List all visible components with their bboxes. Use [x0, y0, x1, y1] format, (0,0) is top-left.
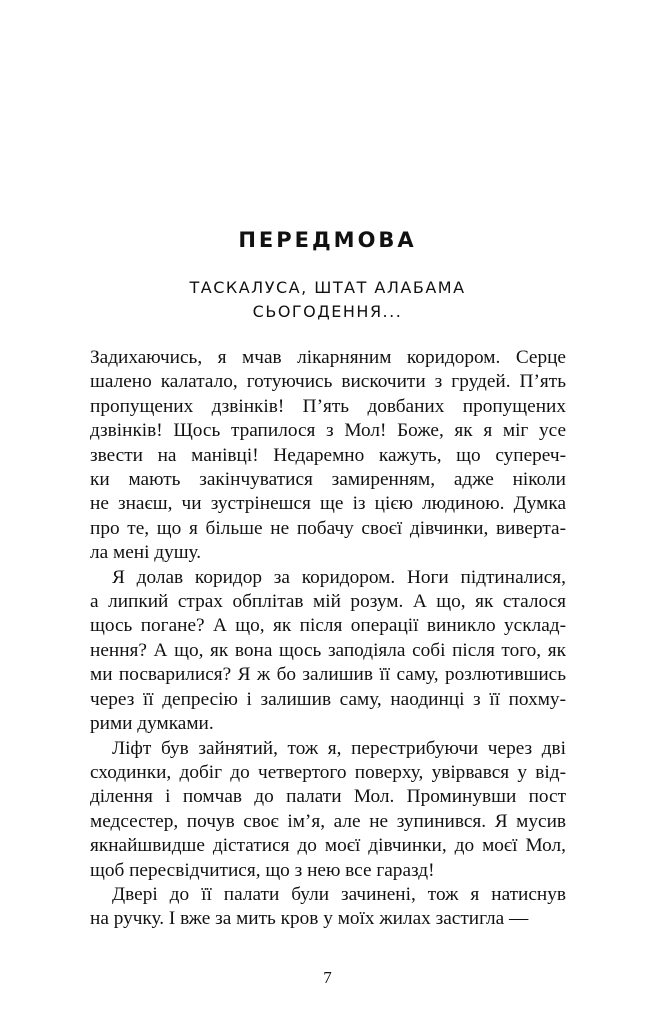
text-line: щось погане? А що, як після операції виникло усклад- — [90, 615, 566, 637]
paragraph — [90, 883, 566, 932]
text-line: ділення і помчав до палати Мол. Проминувши пост — [90, 786, 566, 808]
text-line: нення? А що, як вона щось заподіяла собі після того, як — [90, 639, 566, 661]
text-line: Двері до її палати були зачинені, тож я натиснув — [112, 883, 566, 905]
text-line: Я долав коридор за коридором. Ноги підтиналися, — [112, 566, 566, 588]
chapter-location: ТАСКАЛУСА, ШТАТ АЛАБАМА — [189, 278, 466, 297]
chapter-title: ПЕРЕДМОВА — [238, 228, 417, 252]
text-line: Ліфт був зайнятий, тож я, перестрибуючи через дві — [112, 737, 566, 759]
paragraph — [90, 737, 566, 883]
text-line: шалено калатало, готуючись вискочити з грудей. П’ять — [90, 371, 566, 393]
text-line: ла мені душу. — [90, 542, 202, 564]
text-line: медсестер, почув своє ім’я, але не зупинився. Я мусив — [90, 810, 566, 832]
text-line: щоб пересвідчитися, що з нею все гаразд! — [90, 859, 435, 881]
text-line: ми посварилися? Я ж бо залишив її саму, розлютившись — [90, 664, 566, 686]
text-line: про те, що я більше не побачу своєї дівчинки, виверта- — [90, 517, 566, 539]
text-line: ки мають закінчуватися замиренням, адже ніколи — [90, 469, 566, 491]
body-text — [90, 346, 566, 932]
text-line: рими думками. — [90, 713, 214, 735]
text-line: на ручку. І вже за мить кров у моїх жилах застигла — — [90, 908, 529, 930]
page-number: 7 — [323, 968, 332, 987]
text-line: не знаєш, чи зустрінешся ще із цією людиною. Думка — [90, 493, 566, 515]
text-line: сходинки, добіг до четвертого поверху, увірвався у від- — [90, 761, 566, 783]
text-line: через її депресію і залишив саму, наодинці з її похму- — [90, 688, 566, 710]
paragraph — [90, 346, 566, 566]
paragraph — [90, 566, 566, 737]
text-line: пропущених дзвінків! П’ять довбаних пропущених — [90, 395, 566, 417]
text-line: звести на манівці! Недаремно кажуть, що супереч- — [90, 444, 566, 466]
text-line: якнайшвидше дістатися до моєї дівчинки, до моєї Мол, — [90, 835, 566, 857]
text-line: а липкий страх обплітав мій розум. А що, як сталося — [90, 591, 566, 613]
text-line: Задихаючись, я мчав лікарняним коридором. Серце — [90, 347, 566, 368]
chapter-time: СЬОГОДЕННЯ... — [252, 302, 403, 321]
text-line: дзвінків! Щось трапилося з Мол! Боже, як я міг усе — [90, 420, 566, 442]
